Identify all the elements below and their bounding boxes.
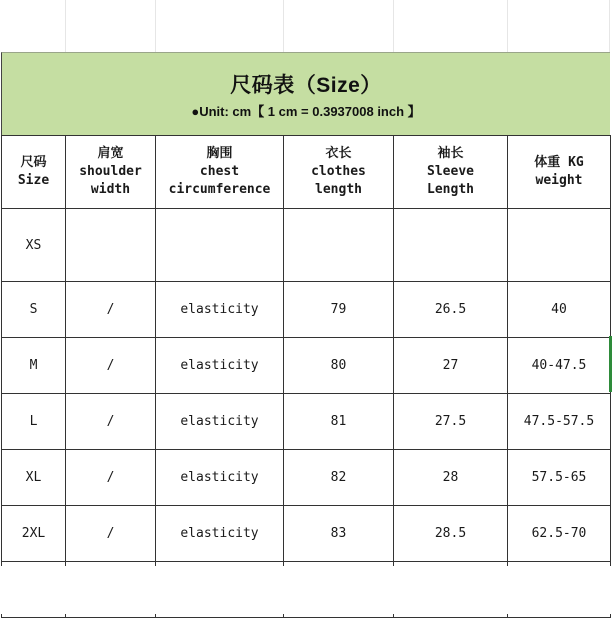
cell-shoulder[interactable]: /: [66, 338, 156, 394]
cell-size[interactable]: M: [2, 338, 66, 394]
cell-weight[interactable]: [508, 209, 611, 282]
table-row: [2, 394, 611, 450]
cell-size[interactable]: XS: [2, 209, 66, 282]
unit-note: ●Unit: cm【 1 cm = 0.3937008 inch 】: [191, 104, 421, 119]
table-row: [2, 209, 611, 282]
cell-size[interactable]: S: [2, 282, 66, 338]
cell-chest[interactable]: elasticity: [156, 450, 284, 506]
header-size-en: Size: [17, 173, 50, 188]
header-length[interactable]: [284, 136, 394, 209]
gridline: [507, 0, 508, 52]
header-weight[interactable]: [508, 136, 611, 209]
gridline: [65, 0, 66, 52]
cell-length[interactable]: 79: [284, 282, 394, 338]
header-chest[interactable]: [156, 136, 284, 209]
cell-sleeve[interactable]: 27: [394, 338, 508, 394]
header-sleeve-en-1: Sleeve: [427, 164, 474, 179]
header-length-en-2: length: [315, 182, 362, 197]
cell-shoulder[interactable]: /: [66, 282, 156, 338]
cell-weight[interactable]: 62.5-70: [508, 506, 611, 562]
gridline: [393, 0, 394, 52]
cell-shoulder[interactable]: /: [66, 450, 156, 506]
spreadsheet-gridlines: [0, 0, 614, 52]
cell-length[interactable]: 82: [284, 450, 394, 506]
header-chest-en-1: chest: [199, 164, 240, 179]
header-sleeve-cn: 袖长: [437, 146, 464, 161]
table-row: [2, 338, 611, 394]
cell-selection-indicator: [609, 336, 612, 392]
cell-shoulder[interactable]: /: [66, 394, 156, 450]
cell-chest[interactable]: elasticity: [156, 506, 284, 562]
table-header-row: [2, 136, 611, 209]
cell-length[interactable]: 81: [284, 394, 394, 450]
cell-length[interactable]: 80: [284, 338, 394, 394]
cell-chest[interactable]: [156, 209, 284, 282]
cell-sleeve[interactable]: 26.5: [394, 282, 508, 338]
header-sleeve[interactable]: [394, 136, 508, 209]
sheet-bottom-area: [0, 566, 614, 614]
header-length-cn: 衣长: [325, 146, 352, 161]
gridline: [155, 0, 156, 52]
gridline: [609, 0, 610, 52]
header-weight-cn: 体重 KG: [534, 155, 584, 170]
cell-size[interactable]: 2XL: [2, 506, 66, 562]
chart-header: [1, 52, 610, 135]
gridline: [283, 0, 284, 52]
cell-weight[interactable]: 40: [508, 282, 611, 338]
cell-sleeve[interactable]: 27.5: [394, 394, 508, 450]
header-shoulder-en-1: shoulder: [79, 164, 142, 179]
header-shoulder[interactable]: [66, 136, 156, 209]
cell-weight[interactable]: 47.5-57.5: [508, 394, 611, 450]
chart-title: 尺码表（Size）: [230, 74, 382, 97]
table-row: [2, 282, 611, 338]
header-size-cn: 尺码: [20, 155, 47, 170]
cell-weight[interactable]: 57.5-65: [508, 450, 611, 506]
header-length-en-1: clothes: [311, 164, 366, 179]
size-table: [1, 135, 611, 618]
header-weight-en: weight: [535, 173, 583, 188]
cell-chest[interactable]: elasticity: [156, 282, 284, 338]
header-chest-en-2: circumference: [168, 182, 271, 197]
header-size[interactable]: [2, 136, 66, 209]
cell-shoulder[interactable]: [66, 209, 156, 282]
cell-length[interactable]: [284, 209, 394, 282]
cell-weight[interactable]: 40-47.5: [508, 338, 611, 394]
header-shoulder-cn: 肩宽: [97, 146, 124, 161]
cell-chest[interactable]: elasticity: [156, 338, 284, 394]
cell-chest[interactable]: elasticity: [156, 394, 284, 450]
cell-sleeve[interactable]: 28.5: [394, 506, 508, 562]
cell-sleeve[interactable]: [394, 209, 508, 282]
table-row: [2, 450, 611, 506]
header-shoulder-en-2: width: [90, 182, 131, 197]
header-sleeve-en-2: Length: [427, 182, 474, 197]
cell-size[interactable]: XL: [2, 450, 66, 506]
cell-length[interactable]: 83: [284, 506, 394, 562]
cell-sleeve[interactable]: 28: [394, 450, 508, 506]
cell-size[interactable]: L: [2, 394, 66, 450]
table-row: [2, 506, 611, 562]
cell-shoulder[interactable]: /: [66, 506, 156, 562]
header-chest-cn: 胸围: [206, 146, 233, 161]
